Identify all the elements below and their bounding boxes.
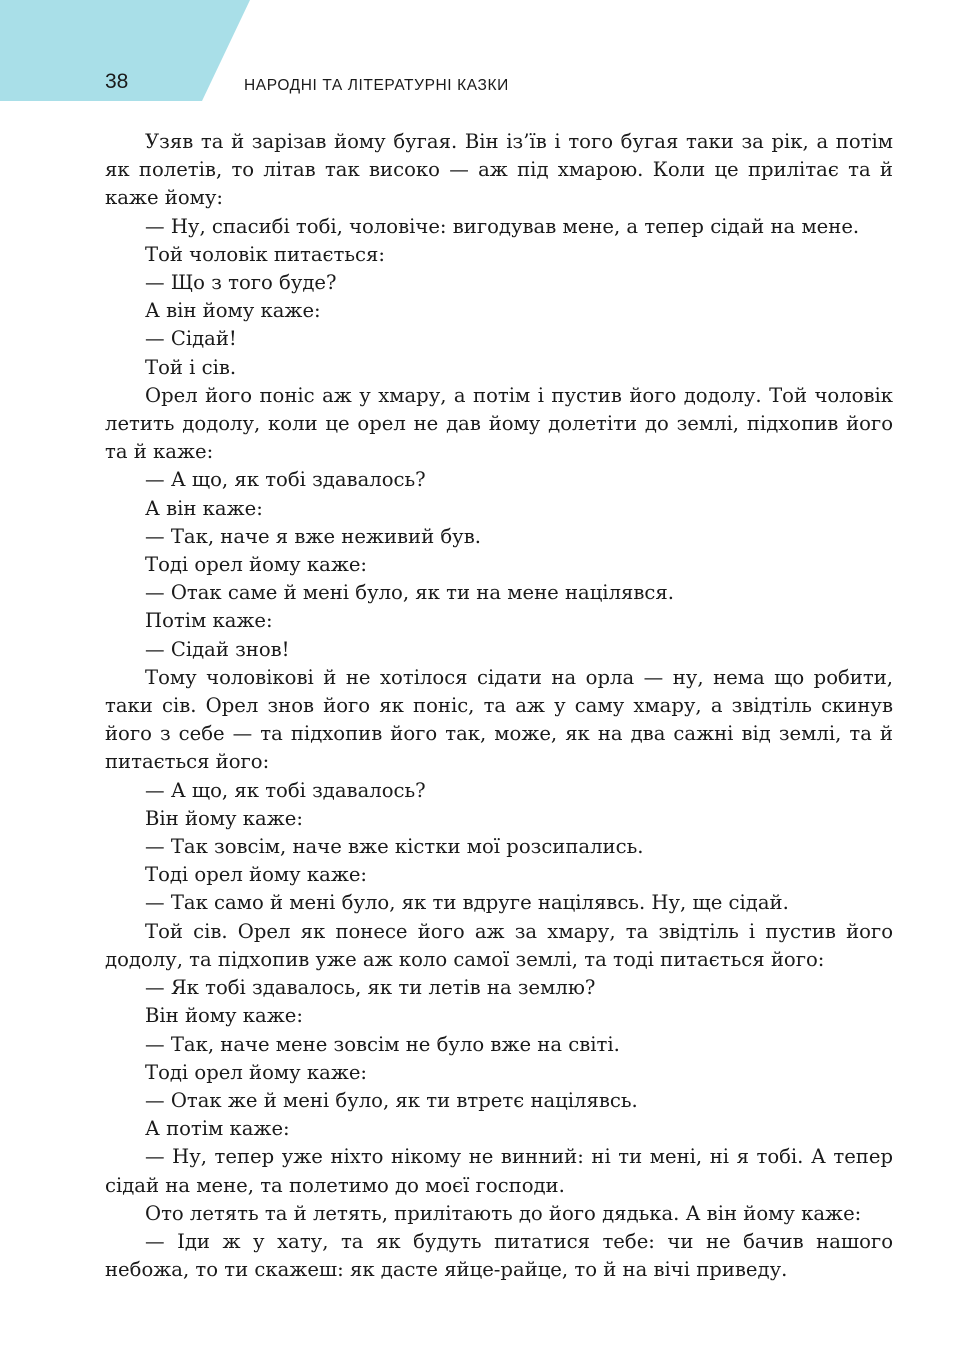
paragraph: Тому чоловікові й не хотілося сідати на орла — ну, нема що робити, таки сів. Орел знов його як поніс, та аж у саму хмару, а звідтіль скинув його з себе — та підхопив його так, може, як на два сажні від землі, та й питається його:: [105, 665, 893, 774]
paragraph: Потім каже:: [145, 609, 273, 633]
paragraph: — Так, наче я вже неживий був.: [145, 524, 481, 548]
paragraph: Узяв та й зарізав йому бугая. Він із’їв і того бугая таки за рік, а потім як полетів, то літав так високо — аж під хмарою. Коли це прилітає та й каже йому:: [105, 130, 893, 210]
paragraph: Тоді орел йому каже:: [145, 553, 368, 577]
paragraph: Орел його поніс аж у хмару, а потім і пустив його додолу. Той чоловік летить додолу, коли це орел не дав йому долетіти до землі, підхопив його та й каже:: [105, 383, 893, 464]
paragraph: — Сідай!: [145, 327, 237, 351]
paragraph: — А що, як тобі здавалось?: [145, 778, 426, 802]
paragraph: — Так зовсім, наче вже кістки мої розсипались.: [145, 835, 644, 859]
paragraph: — Отак же й мені було, як ти втретє націлявсь.: [145, 1088, 638, 1112]
page-number: 38: [105, 70, 129, 93]
paragraph: Той сів. Орел як понесе його аж за хмару, та звідтіль і пустив його додолу, та підхопив уже аж коло самої землі, та тоді питається його:: [105, 919, 893, 971]
paragraph: Він йому каже:: [145, 1004, 303, 1028]
paragraph: Тоді орел йому каже:: [145, 863, 368, 887]
paragraph: А потім каже:: [145, 1117, 290, 1141]
paragraph: — Як тобі здавалось, як ти летів на землю?: [145, 976, 596, 1000]
paragraph: — Іди ж у хату, та як будуть питатися тебе: чи не бачив нашого небожа, то ти скажеш: як дасте яйце-райце, то й на вічі приведу.: [105, 1229, 893, 1282]
paragraph: Той чоловік питається:: [145, 242, 385, 266]
paragraph: — Сідай знов!: [145, 637, 290, 661]
paragraph: — Так само й мені було, як ти вдруге націлявсь. Ну, ще сідай.: [145, 891, 789, 915]
running-head-section-title: НАРОДНІ ТА ЛІТЕРАТУРНІ КАЗКИ: [244, 77, 509, 94]
paragraph: Ото летять та й летять, прилітають до його дядька. А він йому каже:: [145, 1201, 862, 1225]
paragraph: — Отак саме й мені було, як ти на мене націлявся.: [145, 581, 674, 605]
paragraph: — Що з того буде?: [145, 271, 337, 295]
paragraph: Він йому каже:: [145, 806, 303, 830]
paragraph: Тоді орел йому каже:: [145, 1060, 368, 1084]
paragraph: — Так, наче мене зовсім не було вже на світі.: [145, 1032, 620, 1056]
paragraph: Той і сів.: [145, 355, 237, 379]
paragraph: — Ну, спасибі тобі, чоловіче: вигодував мене, а тепер сідай на мене.: [145, 214, 860, 238]
paragraph: — Ну, тепер уже ніхто нікому не винний: ні ти мені, ні я тобі. А тепер сідай на мене, та полетимо до моєї господи.: [105, 1145, 893, 1197]
paragraph: А він йому каже:: [145, 299, 321, 323]
paragraph: А він каже:: [145, 496, 263, 520]
paragraph: — А що, як тобі здавалось?: [145, 468, 426, 492]
story-text: [105, 128, 893, 1284]
